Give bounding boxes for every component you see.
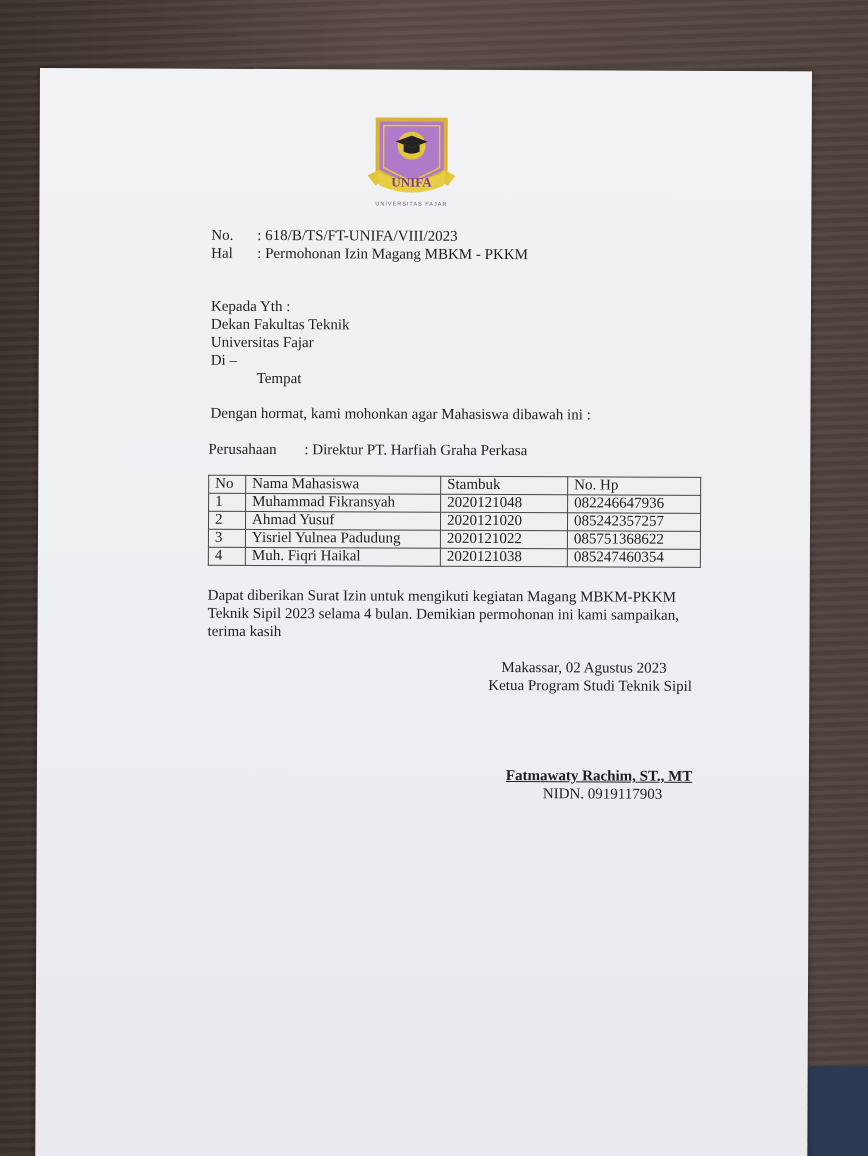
recipient-line-2: Dekan Fakultas Teknik <box>210 316 350 334</box>
column-header-nama: Nama Mahasiswa <box>246 475 441 494</box>
table-row <box>208 547 700 567</box>
column-header-stambuk: Stambuk <box>441 476 568 495</box>
cell-nama: Muh. Fiqri Haikal <box>245 547 440 566</box>
cell-nama: Ahmad Yusuf <box>245 511 440 530</box>
recipient-line-3: Universitas Fajar <box>210 334 314 352</box>
cell-hp: 085247460354 <box>567 549 700 568</box>
body-line-2: Teknik Sipil 2023 selama 4 bulan. Demikian permohonan ini kami sampaikan, <box>207 605 680 624</box>
place-date: Makassar, 02 Agustus 2023 <box>501 660 667 677</box>
column-header-no: No <box>209 475 246 493</box>
signer-id: NIDN. 0919117903 <box>542 786 663 803</box>
table-row <box>208 529 700 549</box>
desk-background-object <box>808 1066 868 1156</box>
cell-nama: Muhammad Fikransyah <box>246 493 441 512</box>
cell-no: 1 <box>209 493 246 511</box>
cell-hp: 082246647936 <box>568 495 701 514</box>
student-table <box>208 475 701 568</box>
cell-hp: 085751368622 <box>567 531 700 550</box>
column-header-hp: No. Hp <box>568 477 701 496</box>
signer-position: Ketua Program Studi Teknik Sipil <box>488 677 693 695</box>
recipient-line-1: Kepada Yth : <box>210 298 291 316</box>
body-line-1: Dapat diberikan Surat Izin untuk mengikuti kegiatan Magang MBKM-PKKM <box>207 587 676 606</box>
cell-no: 4 <box>208 547 245 565</box>
table-row <box>209 493 701 513</box>
nomor-label: No. <box>211 227 234 244</box>
svg-text:UNIFA: UNIFA <box>391 174 432 190</box>
hal-label: Hal <box>211 245 233 262</box>
table-header-row <box>209 475 701 495</box>
nomor-value: : 618/B/TS/FT-UNIFA/VIII/2023 <box>257 227 458 245</box>
body-line-3: terima kasih <box>207 623 282 641</box>
unifa-logo <box>365 113 457 213</box>
cell-nama: Yisriel Yulnea Padudung <box>245 529 440 548</box>
perusahaan-label: Perusahaan <box>208 441 277 459</box>
cell-stambuk: 2020121020 <box>440 512 567 531</box>
cell-no: 3 <box>208 529 245 547</box>
cell-stambuk: 2020121048 <box>441 494 568 513</box>
svg-text:UNIVERSITAS FAJAR: UNIVERSITAS FAJAR <box>375 201 448 208</box>
table-row <box>208 511 700 531</box>
cell-no: 2 <box>208 511 245 529</box>
letter-paper <box>35 68 812 1156</box>
cell-stambuk: 2020121038 <box>440 548 567 567</box>
signer-name: Fatmawaty Rachim, ST., MT <box>505 768 693 785</box>
hal-value: : Permohonan Izin Magang MBKM - PKKM <box>257 245 529 264</box>
cell-stambuk: 2020121022 <box>440 530 567 549</box>
cell-hp: 085242357257 <box>567 513 700 532</box>
perusahaan-value: : Direktur PT. Harfiah Graha Perkasa <box>304 442 528 460</box>
recipient-line-4: Di – <box>210 352 238 369</box>
recipient-line-5: Tempat <box>256 370 302 388</box>
opening-paragraph: Dengan hormat, kami mohonkan agar Mahasiswa dibawah ini : <box>210 405 591 424</box>
